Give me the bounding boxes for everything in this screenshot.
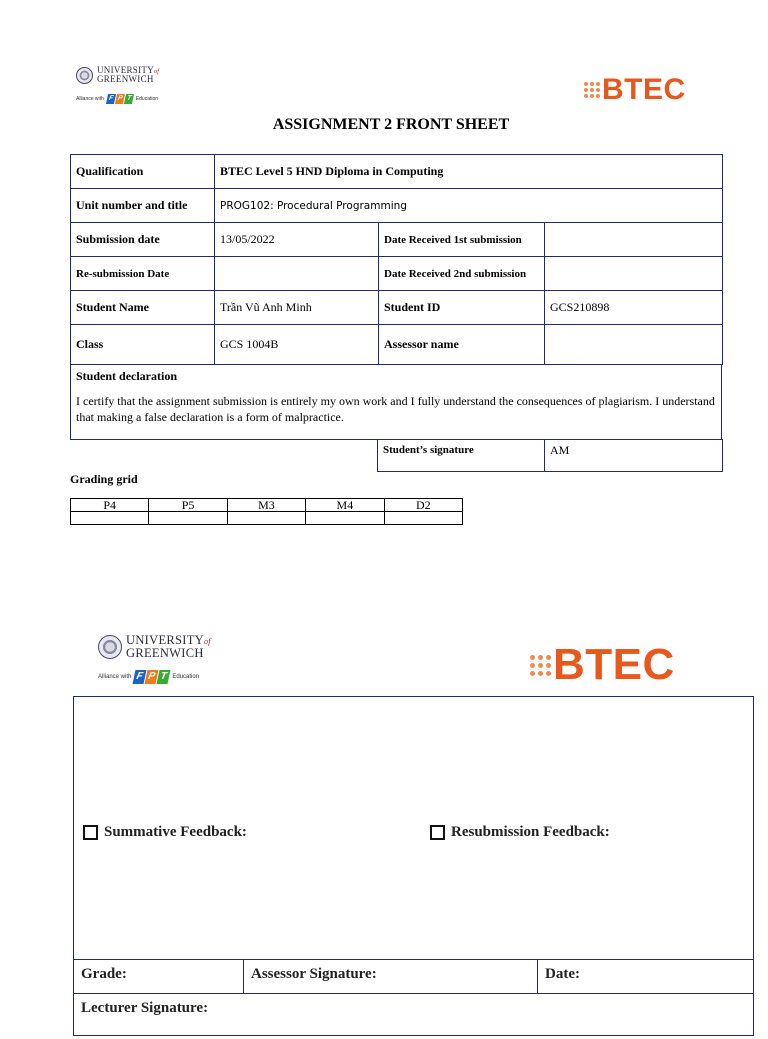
front-sheet-table — [70, 154, 723, 365]
btec-dots-icon — [530, 655, 551, 676]
grade-cell-p4 — [71, 512, 149, 525]
student-name-value: Trần Vũ Anh Minh — [215, 291, 379, 325]
table-row — [71, 291, 723, 325]
summative-feedback: Summative Feedback: — [83, 705, 430, 959]
grade-cell-p5 — [149, 512, 227, 525]
grade-header-m3: M3 — [227, 499, 305, 512]
university-of-greenwich-logo: UNIVERSITYof GREENWICH — [76, 66, 159, 84]
fpt-logo: F P T — [107, 94, 133, 104]
received-2nd-value — [545, 257, 723, 291]
submission-date-label: Submission date — [71, 223, 215, 257]
grade-label: Grade: — [74, 960, 244, 993]
received-2nd-label: Date Received 2nd submission — [379, 257, 545, 291]
fpt-alliance-logo: Alliance with F P T Education — [76, 95, 159, 102]
submission-date-value: 13/05/2022 — [215, 223, 379, 257]
checkbox-icon[interactable] — [83, 825, 98, 840]
declaration-text: I certify that the assignment submission is entirely my own work and I fully understand the consequences of plagiarism. I understand that making a false declaration is a form of malpractice. — [76, 394, 715, 424]
lecturer-row — [74, 993, 753, 1039]
grading-grid-label: Grading grid — [70, 472, 138, 486]
date-label: Date: — [545, 966, 580, 982]
grade-cell-m3 — [227, 512, 305, 525]
btec-logo-2: BTEC — [530, 640, 675, 690]
fpt-alliance-logo-2: Alliance with F P T Education — [98, 671, 200, 682]
btec-logo: BTEC — [584, 72, 686, 108]
signature-label: Student’s signature — [378, 440, 545, 472]
assessor-signature-label: Assessor Signature: — [244, 960, 538, 993]
table-row — [71, 155, 723, 189]
university-of-greenwich-logo-2: UNIVERSITYof GREENWICH — [98, 634, 211, 659]
grade-cell-m4 — [306, 512, 384, 525]
qualification-label: Qualification — [71, 155, 215, 189]
grade-cell-d2 — [384, 512, 462, 525]
received-1st-label: Date Received 1st submission — [379, 223, 545, 257]
declaration-heading: Student declaration — [76, 369, 178, 383]
received-1st-value — [545, 223, 723, 257]
btec-dots-icon — [584, 82, 600, 98]
student-declaration — [70, 364, 722, 440]
table-row — [71, 257, 723, 291]
grade-header-p5: P5 — [149, 499, 227, 512]
grade-row — [74, 959, 753, 993]
lecturer-signature-label: Lecturer Signature: — [81, 1000, 209, 1016]
signature-row — [377, 439, 723, 472]
grade-header-m4: M4 — [306, 499, 384, 512]
grade-header-p4: P4 — [71, 499, 149, 512]
feedback-box — [73, 696, 754, 1036]
qualification-value: BTEC Level 5 HND Diploma in Computing — [215, 155, 723, 189]
resubmission-feedback: Resubmission Feedback: — [430, 705, 610, 959]
grade-header-d2: D2 — [384, 499, 462, 512]
table-row — [71, 499, 463, 512]
university-crest-icon — [98, 635, 122, 659]
grading-grid-table — [70, 498, 463, 525]
student-id-value: GCS210898 — [545, 291, 723, 325]
assessor-value — [545, 325, 723, 365]
table-row — [71, 189, 723, 223]
unit-label: Unit number and title — [71, 189, 215, 223]
resubmission-date-value — [215, 257, 379, 291]
resubmission-date-label: Re-submission Date — [71, 257, 215, 291]
table-row — [71, 512, 463, 525]
fpt-logo: F P T — [134, 670, 169, 684]
university-crest-icon — [76, 67, 93, 84]
assessor-label: Assessor name — [379, 325, 545, 365]
checkbox-icon[interactable] — [430, 825, 445, 840]
table-row — [71, 223, 723, 257]
student-name-label: Student Name — [71, 291, 215, 325]
class-value: GCS 1004B — [215, 325, 379, 365]
class-label: Class — [71, 325, 215, 365]
signature-value: AM — [545, 440, 723, 472]
page-title: ASSIGNMENT 2 FRONT SHEET — [272, 116, 510, 133]
table-row — [71, 325, 723, 365]
unit-value: PROG102: Procedural Programming — [215, 189, 723, 223]
student-id-label: Student ID — [379, 291, 545, 325]
